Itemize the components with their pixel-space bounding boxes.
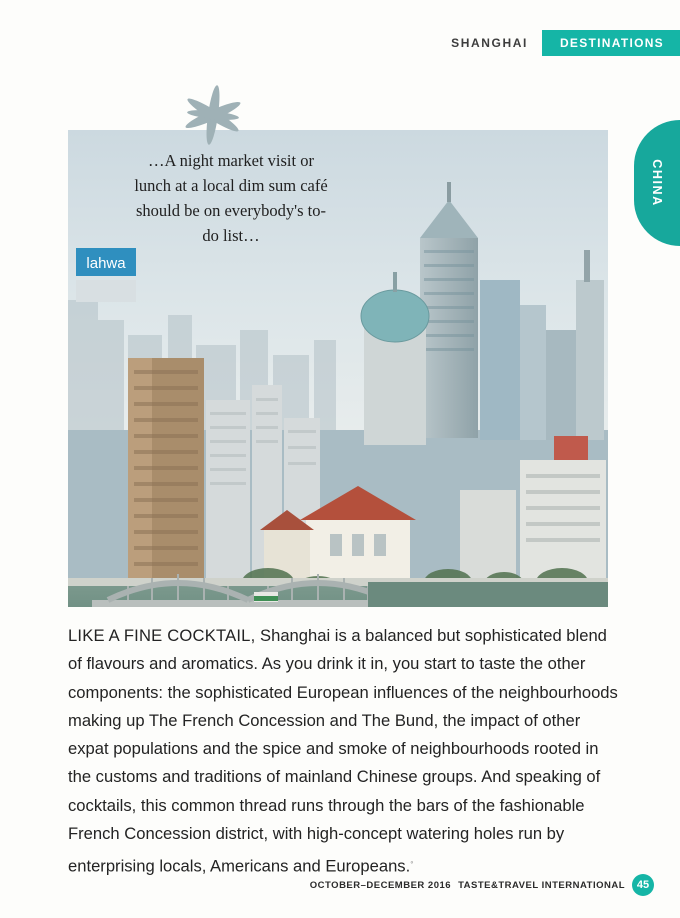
section-tab-destinations[interactable]: DESTINATIONS bbox=[542, 30, 680, 56]
article-lead-in: LIKE A FINE COCKTAIL, bbox=[68, 626, 256, 645]
article-body-text: Shanghai is a balanced but sophisticated blend of flavours and aromatics. As you drink it in, you start to taste the other components: the sophisticated European influences of the neighbourhoods making up The French Concession and The Bund, the impact of other expat populations and the spice and smoke of neighbourhoods rooted in the customs and traditions of mainland Chinese groups. And speaking of cocktails, this common thread runs through the bars of the fashionable French Concession district, with high-concept watering holes run by enterprising locals, Americans and Europeans. bbox=[68, 626, 618, 876]
footer-magazine-title: TASTE&TRAVEL INTERNATIONAL bbox=[458, 879, 625, 891]
side-tab-china[interactable] bbox=[634, 120, 680, 246]
pull-quote: …A night market visit or lunch at a local dim sum café should be on everybody's to-do list… bbox=[134, 151, 328, 245]
page-header bbox=[451, 30, 680, 56]
page-footer bbox=[310, 874, 654, 896]
svg-text:lahwa: lahwa bbox=[86, 255, 126, 272]
end-mark: ◦ bbox=[410, 857, 414, 868]
asterisk-ornament-icon bbox=[178, 84, 248, 146]
side-tab-label: CHINA bbox=[650, 159, 664, 207]
footer-issue-date: OCTOBER–DECEMBER 2016 bbox=[309, 879, 452, 891]
page-number-badge: 45 bbox=[632, 874, 654, 896]
article-body bbox=[68, 622, 624, 881]
header-kicker: SHANGHAI bbox=[451, 36, 528, 50]
